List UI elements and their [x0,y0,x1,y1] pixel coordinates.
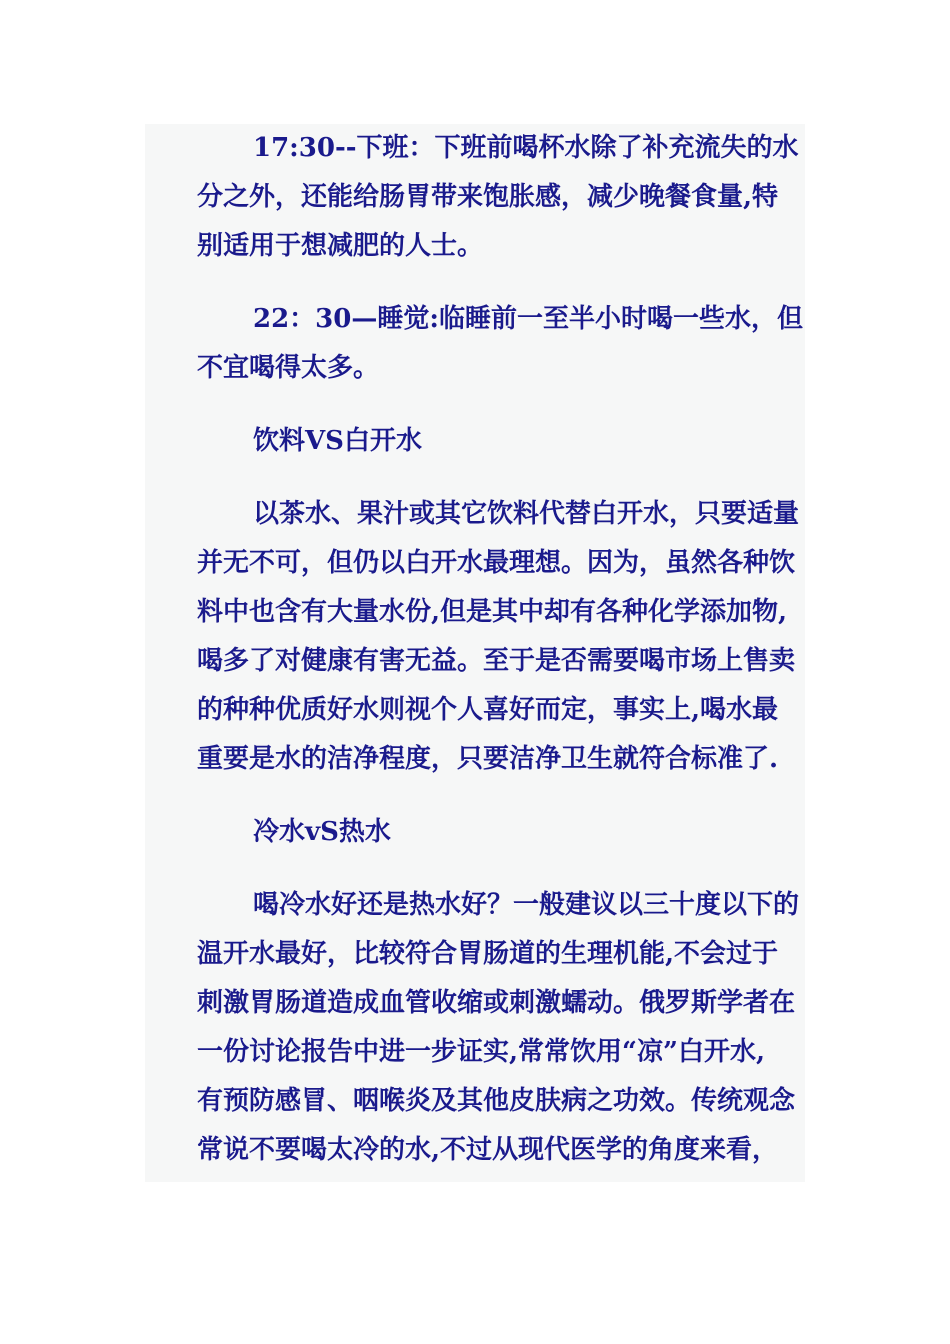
text-line: 不宜喝得太多。 [197,353,380,383]
text-line: 以茶水、果汁或其它饮料代替白开水，只要适量 [253,499,800,529]
text-line: 22：30—睡觉:临睡前一至半小时喝一些水，但 [253,304,803,334]
section-heading: 饮料VS白开水 [253,426,422,456]
text-line: 常说不要喝太冷的水,不过从现代医学的角度来看， [197,1135,779,1165]
text-line: 分之外，还能给肠胃带来饱胀感，减少晚餐食量,特 [197,182,779,212]
text-line: 的种种优质好水则视个人喜好而定，事实上,喝水最 [197,695,779,725]
paragraph-cold-vs-hot [145,881,805,1175]
text-line: 一份讨论报告中进一步证实,常常饮用“凉”白开水, [197,1037,766,1067]
text-line: 喝多了对健康有害无益。至于是否需要喝市场上售卖 [197,646,796,676]
paragraph-2230-sleep [145,295,805,393]
text-line: 料中也含有大量水份,但是其中却有各种化学添加物, [197,597,788,627]
text-line: 温开水最好，比较符合胃肠道的生理机能,不会过于 [197,939,779,969]
text-line: 并无不可，但仍以白开水最理想。因为，虽然各种饮 [197,548,796,578]
paragraph-drinks-vs-water [145,490,805,784]
section-heading: 冷水vS热水 [253,817,391,847]
text-line: 喝冷水好还是热水好？一般建议以三十度以下的 [253,890,800,920]
text-line: 重要是水的洁净程度，只要洁净卫生就符合标准了. [197,744,779,774]
paragraph-1730-off-work [145,124,805,271]
text-line: 有预防感冒、咽喉炎及其他皮肤病之功效。传统观念 [197,1086,796,1116]
document-page [145,124,805,1182]
section-heading-drinks-vs-water [145,417,805,466]
text-line: 刺激胃肠道造成血管收缩或刺激蠕动。俄罗斯学者在 [197,988,796,1018]
text-line: 17:30--下班：下班前喝杯水除了补充流失的水 [253,133,799,163]
section-heading-cold-vs-hot [145,808,805,857]
text-line: 别适用于想减肥的人士。 [197,231,484,261]
